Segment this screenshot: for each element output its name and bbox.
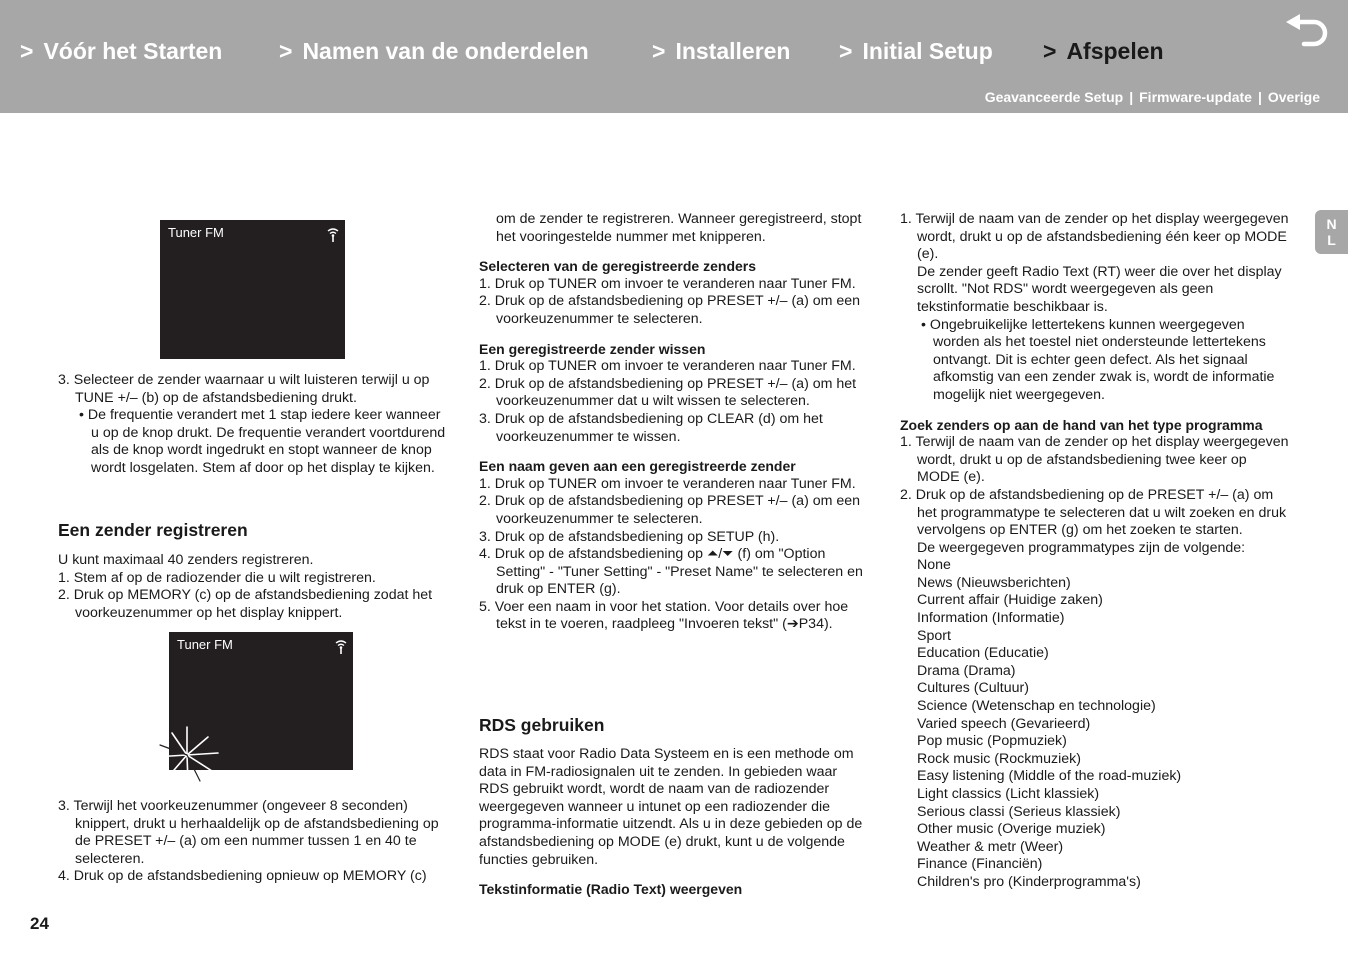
return-arrow-icon[interactable] [1284, 14, 1330, 50]
nav-link-afspelen[interactable] [1043, 38, 1164, 65]
flash-burst-icon [150, 725, 225, 787]
list-item: None [917, 557, 951, 574]
list-item: Light classics (Licht klassiek) [917, 786, 1100, 802]
signal-icon [327, 228, 339, 242]
nav-link-label: Afspelen [1066, 38, 1164, 64]
rds-description [479, 746, 869, 899]
list-item: Science (Wetenschap en technologie) [917, 698, 1156, 715]
subnav-separator: | [1129, 89, 1134, 105]
chevron-right-icon: > [839, 38, 853, 64]
subheading-radio-text: Tekstinformatie (Radio Text) weergeven [479, 881, 743, 898]
display-input-label: Tuner FM [177, 637, 233, 652]
column-3 [900, 211, 1292, 892]
list-item: Cultures (Cultuur) [917, 680, 1029, 697]
program-type-step-1: 1. Terwijl de naam van de zender op het display weergegeven wordt, drukt u op de afstandsbediening twee keer op MODE (e). [900, 434, 1289, 486]
column-2 [479, 211, 869, 634]
list-item: Serious classi (Serieus klassiek) [917, 803, 1121, 820]
delete-step-2: 2. Druk op de afstandsbediening op PRESET +/– (a) om het voorkeuzenummer dat u wilt wissen te selecteren. [479, 375, 857, 410]
step-select-station: 3. Selecteer de zender waarnaar u wilt luisteren terwijl u op TUNE +/– (b) op de afstandsbediening drukt. [58, 372, 430, 406]
language-tab-letter: N [1326, 216, 1337, 232]
column-1 [58, 372, 448, 478]
name-step-1: 1. Druk op TUNER om invoer te veranderen naar Tuner FM. [479, 475, 856, 492]
subheading-name-station: Een naam geven aan een geregistreerde zender [479, 458, 796, 475]
list-item: Pop music (Popmuziek) [917, 733, 1067, 750]
subnav-separator: | [1257, 89, 1262, 105]
list-item: Sport [917, 627, 951, 644]
nav-link-label: Vóór het Starten [43, 38, 223, 64]
program-type-list [900, 557, 1292, 891]
section-heading-register: Een zender registreren [58, 520, 248, 540]
list-item: Finance (Financiën) [917, 856, 1043, 873]
language-tab [1315, 210, 1348, 254]
register-steps-continued [58, 798, 448, 886]
list-item: News (Nieuwsberichten) [917, 574, 1071, 591]
register-step-1: 1. Stem af op de radiozender die u wilt registreren. [58, 569, 376, 586]
section-heading-rds: RDS gebruiken [479, 715, 605, 735]
nav-link-installeren[interactable] [652, 38, 790, 65]
nav-link-label: Installeren [675, 38, 791, 64]
display-input-label: Tuner FM [168, 225, 224, 240]
subheading-program-type-search: Zoek zenders op aan de hand van het type programma [900, 416, 1263, 433]
display-illustration [160, 220, 345, 359]
subheading-delete-station: Een geregistreerde zender wissen [479, 340, 706, 357]
unusual-characters-note: • Ongebruikelijke lettertekens kunnen weergegeven worden als het toestel niet ondersteunde lettertekens ontvangt. Dit is echter geen defect. Als het signaal afkomstig van een zender zwak is, wordt de informatie mogelijk niet weergegeven. [921, 316, 1275, 403]
list-item: Current affair (Huidige zaken) [917, 592, 1103, 609]
nav-link-namen-van-de-onderdelen[interactable] [279, 38, 589, 65]
program-type-step-2: 2. Druk op de afstandsbediening op de PRESET +/– (a) om het programmatype te selecteren dat u wilt zoeken en druk vervolgens op ENTER (g) om het zoeken te starten. [900, 486, 1287, 539]
list-item: Weather & metr (Weer) [917, 838, 1064, 855]
nav-link-label: Namen van de onderdelen [302, 38, 589, 64]
register-steps [58, 552, 448, 622]
top-nav-bar [0, 0, 1348, 113]
register-step-4: 4. Druk op de afstandsbediening opnieuw op MEMORY (c) [58, 868, 427, 885]
subnav-link-overige[interactable]: Overige [1267, 89, 1320, 105]
register-step-2: 2. Druk op MEMORY (c) op de afstandsbediening zodat het voorkeuzenummer op het display knippert. [58, 587, 433, 621]
signal-icon [335, 640, 347, 654]
subnav-link-geavanceerde-setup[interactable]: Geavanceerde Setup [984, 89, 1124, 105]
register-step-4-continued: om de zender te registreren. Wanneer geregistreerd, stopt het vooringestelde nummer met knipperen. [496, 211, 862, 245]
chevron-right-icon: > [279, 38, 293, 64]
chevron-right-icon: > [652, 38, 666, 64]
sub-navigation [985, 89, 1320, 105]
list-item: Varied speech (Gevarieerd) [917, 715, 1091, 732]
list-item: Drama (Drama) [917, 662, 1016, 679]
name-step-2: 2. Druk op de afstandsbediening op PRESET +/– (a) om een voorkeuzenummer te selecteren. [479, 493, 861, 527]
delete-step-1: 1. Druk op TUNER om invoer te veranderen naar Tuner FM. [479, 358, 856, 375]
register-intro: U kunt maximaal 40 zenders registreren. [58, 552, 314, 568]
list-item: Information (Informatie) [917, 610, 1065, 627]
chevron-right-icon: > [20, 38, 34, 64]
frequency-note: • De frequentie verandert met 1 stap iedere keer wanneer u op de knop drukt. De frequentie verandert voortdurend als de knop wordt ingedrukt en stopt wanneer de knop wordt losgelaten. Stem af door op het display te kijken. [79, 407, 446, 476]
nav-link-initial-setup[interactable] [839, 38, 993, 65]
name-step-3: 3. Druk op de afstandsbediening op SETUP (h). [479, 528, 780, 545]
delete-step-3: 3. Druk op de afstandsbediening op CLEAR (d) om het voorkeuzenummer te wissen. [479, 410, 823, 445]
nav-link-voor-het-starten[interactable] [20, 38, 222, 65]
nav-link-label: Initial Setup [862, 38, 993, 64]
radio-text-step-1: 1. Terwijl de naam van de zender op het display weergegeven wordt, drukt u op de afstandsbediening één keer op MODE (e). [900, 211, 1289, 263]
name-step-5: 5. Voer een naam in voor het station. Voor details over hoe tekst in te voeren, raadpleeg "Invoeren tekst" (➔P34). [479, 598, 849, 633]
language-tab-letter: L [1327, 232, 1336, 248]
list-item: Other music (Overige muziek) [917, 821, 1106, 838]
subheading-select-stations: Selecteren van de geregistreerde zenders [479, 258, 757, 275]
radio-text-step-1-detail: De zender geeft Radio Text (RT) weer die over het display scrollt. "Not RDS" wordt weergegeven als geen tekstinformatie beschikbaar is. [917, 263, 1282, 315]
list-item: Easy listening (Middle of the road-muziek) [917, 768, 1182, 785]
select-step-1: 1. Druk op TUNER om invoer te veranderen naar Tuner FM. [479, 275, 856, 292]
list-item: Education (Educatie) [917, 645, 1049, 662]
name-step-4: 4. Druk op de afstandsbediening op ⏶/⏷ (f) om "Option Setting" - "Tuner Setting" - "Preset Name" te selecteren en druk op ENTER (g). [479, 546, 863, 598]
register-step-3: 3. Terwijl het voorkeuzenummer (ongeveer 8 seconden) knippert, drukt u herhaaldelijk op de afstandsbediening op de PRESET +/– (a) om een nummer tussen 1 en 40 te selecteren. [58, 798, 439, 867]
select-step-2: 2. Druk op de afstandsbediening op PRESET +/– (a) om een voorkeuzenummer te selecteren. [479, 293, 861, 327]
page-number: 24 [30, 914, 49, 933]
chevron-right-icon: > [1043, 38, 1057, 64]
program-type-intro: De weergegeven programmatypes zijn de volgende: [917, 539, 1246, 556]
rds-paragraph: RDS staat voor Radio Data Systeem en is een methode om data in FM-radiosignalen uit te zenden. In gebieden waar RDS gebruikt wordt, wordt de naam van de radiozender weergegeven wanneer u intunet op een radiozender die programma-informatie uitzendt. Als u in deze gebieden op de afstandsbediening op MODE (e) drukt, kunt u de volgende functies gebruiken. [479, 746, 863, 868]
subnav-link-firmware-update[interactable]: Firmware-update [1139, 89, 1252, 105]
list-item: Rock music (Rockmuziek) [917, 750, 1081, 767]
list-item: Children's pro (Kinderprogramma's) [917, 873, 1141, 890]
